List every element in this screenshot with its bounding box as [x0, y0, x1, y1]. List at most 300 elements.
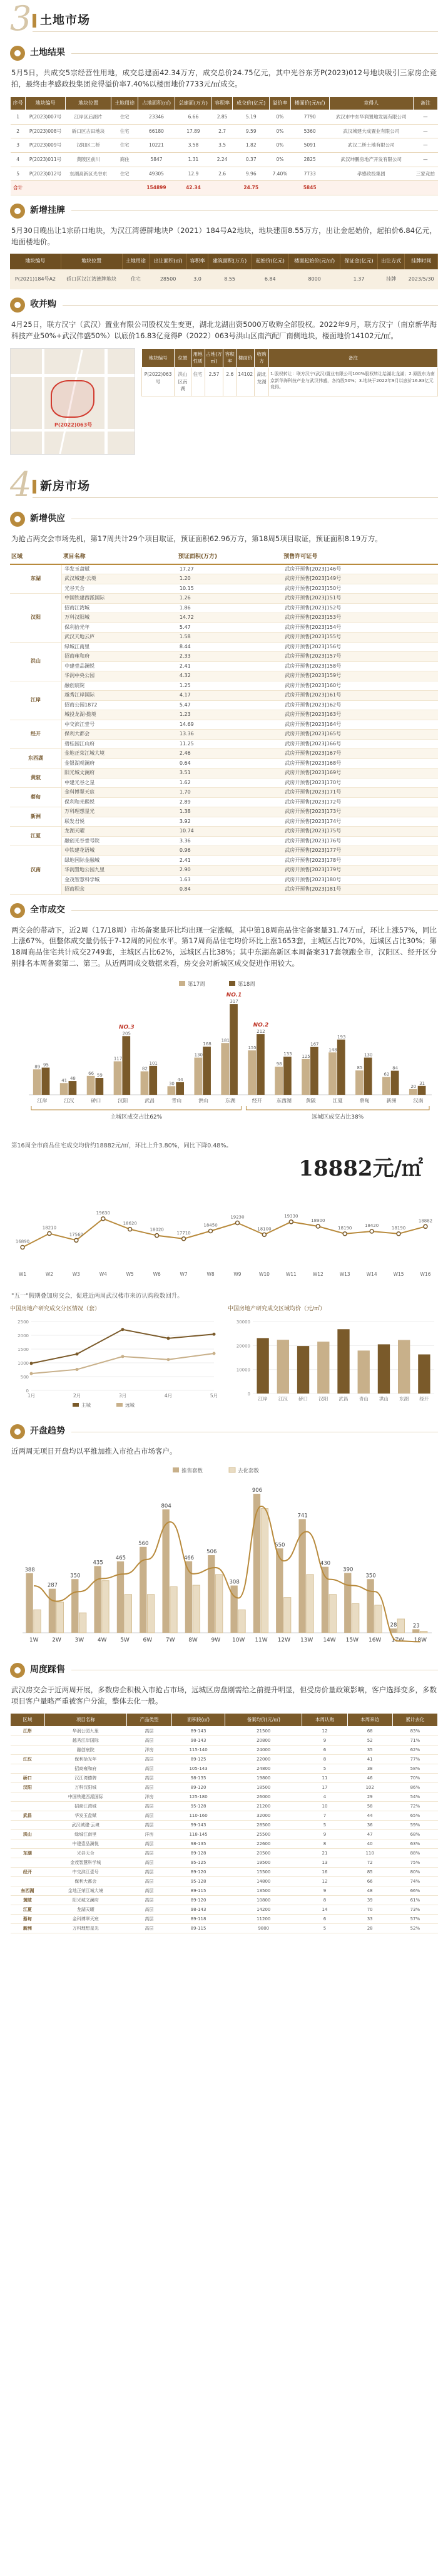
group-bracket — [246, 1106, 429, 1110]
table-row — [10, 642, 438, 652]
table-cell: 10.15 — [177, 584, 282, 594]
table-cell: 52 — [347, 1736, 392, 1746]
table-cell: 0% — [270, 110, 290, 125]
district-cell: 江汉 — [11, 1755, 45, 1764]
table-cell: 高层 — [126, 1821, 171, 1830]
table-cell: 66 — [347, 1877, 392, 1886]
table-row — [11, 1774, 438, 1783]
table-cell: 5360 — [290, 124, 329, 138]
column-header: 土地用途 — [122, 254, 149, 269]
table-cell: 28500 — [150, 269, 187, 289]
table-cell: 中建壹品澜悦 — [44, 1839, 126, 1849]
table-cell — [413, 181, 437, 195]
table-row — [10, 768, 438, 778]
column-header: 地块编号 — [10, 254, 61, 269]
table-cell: 8 — [302, 1839, 347, 1849]
table-row — [11, 1764, 438, 1774]
table-cell: 武房开预售[2023]158号 — [282, 661, 438, 671]
table-cell: 95-128 — [172, 1877, 225, 1886]
table-cell: 商住 — [111, 152, 138, 167]
column-header: 预售许可证号 — [282, 551, 438, 564]
column-header: 成交价(亿元) — [233, 96, 270, 110]
district-cell — [11, 1736, 45, 1746]
land-result-table-wrap — [10, 96, 438, 195]
left-chart-title: 中国房地产研究成交分区情况（套） — [10, 1306, 101, 1313]
tick-label: W14 — [366, 1271, 377, 1278]
legend-swatch — [116, 1403, 123, 1407]
rank-annotation: NO.1 — [226, 991, 242, 998]
tick-label: 5W — [120, 1637, 130, 1643]
data-label: 98 — [276, 1061, 282, 1067]
table-row — [11, 1727, 438, 1736]
data-label: 560 — [138, 1540, 149, 1547]
data-label: 350 — [70, 1573, 81, 1580]
bar — [230, 1004, 238, 1095]
bar — [95, 1078, 103, 1095]
table-cell: 12.9 — [175, 167, 211, 181]
table-cell: 3 — [11, 138, 26, 153]
table-cell: 1.25 — [177, 681, 282, 691]
tick-label: 新洲 — [386, 1097, 397, 1104]
table-row — [10, 827, 438, 837]
data-label: 804 — [161, 1503, 171, 1509]
table-cell: 高层 — [126, 1774, 171, 1783]
table-row — [10, 730, 438, 740]
bar — [117, 1561, 124, 1633]
data-label: 17560 — [69, 1232, 84, 1238]
district-cell: 蔡甸 — [11, 1915, 45, 1924]
table-row — [11, 167, 438, 181]
section-accent-bar — [33, 14, 36, 28]
column-header: 区域 — [10, 551, 62, 564]
subsection-divider — [63, 305, 438, 306]
data-label: 168 — [203, 1041, 211, 1047]
bar — [352, 1603, 359, 1633]
data-label: 350 — [365, 1573, 376, 1580]
bar — [337, 1040, 345, 1095]
table-cell — [111, 181, 138, 195]
table-cell: 98-143 — [172, 1905, 225, 1915]
table-cell: 6.84 — [252, 269, 289, 289]
table-cell: 16 — [302, 1868, 347, 1877]
table-row — [10, 574, 438, 584]
table-cell: 47 — [347, 1830, 392, 1839]
table-row — [11, 138, 438, 153]
table-cell: 武房开预售[2023]149号 — [282, 574, 438, 584]
table-cell: 湖北龙湖 — [255, 368, 269, 396]
district-cell: 东西湖 — [10, 749, 62, 768]
price-line-chart-svg — [10, 1189, 438, 1283]
acquisition-table-wrap — [141, 348, 438, 455]
supply-table — [10, 551, 438, 895]
table-cell: 高层 — [126, 1886, 171, 1896]
table-row — [10, 661, 438, 671]
district-cell: 江岸 — [11, 1727, 45, 1736]
district-cell: 汉阳 — [10, 594, 62, 643]
table-cell: 硚口区汉江湾德牌地块 — [61, 269, 122, 289]
bar — [248, 1050, 256, 1095]
table-cell: 8000 — [289, 269, 340, 289]
bar — [409, 1089, 417, 1095]
tick-label: 汉阳 — [318, 1395, 328, 1402]
table-cell: 89-118 — [172, 1915, 225, 1924]
section-divider — [33, 31, 438, 32]
bar — [102, 1581, 109, 1633]
table-cell: 3.92 — [177, 817, 282, 827]
dual-chart-row — [10, 1305, 438, 1412]
bar — [412, 1629, 419, 1633]
column-header: 备注 — [413, 96, 437, 110]
tick-label: W13 — [339, 1271, 350, 1278]
tick-label: 青山 — [171, 1097, 182, 1104]
table-cell: 2 — [11, 124, 26, 138]
plot-map — [10, 348, 135, 455]
data-label: 101 — [149, 1060, 158, 1066]
tick-label: 6W — [143, 1637, 153, 1643]
data-label: 167 — [310, 1042, 319, 1047]
table-cell: 13500 — [225, 1886, 302, 1896]
table-cell: 18500 — [225, 1783, 302, 1792]
table-cell: 硚口区古田地块 — [65, 124, 111, 138]
table-cell: 招商公园1872 — [62, 700, 177, 710]
district-cell — [11, 1821, 45, 1830]
table-cell: 89-128 — [172, 1849, 225, 1858]
table-cell: 住宅 — [111, 138, 138, 153]
table-cell: 融创宸院 — [44, 1746, 126, 1755]
tick-label: 13W — [300, 1637, 313, 1643]
trend-paragraph: 近两周无项目开盘均以平推加推入市抢占市场客户。 — [11, 1447, 177, 1456]
table-cell: 10800 — [225, 1896, 302, 1905]
column-header: 楼面价(元/㎡) — [290, 96, 329, 110]
section-accent-bar — [33, 480, 36, 494]
district-cell: 硚口 — [11, 1774, 45, 1783]
bar — [26, 1573, 33, 1633]
data-label: 906 — [252, 1487, 263, 1494]
table-cell: 5 — [302, 1821, 347, 1830]
table-cell: 0.37 — [233, 152, 270, 167]
table-cell: 75% — [392, 1858, 437, 1868]
data-label: 550 — [275, 1542, 285, 1549]
data-point — [76, 1352, 79, 1355]
table-cell: — — [413, 124, 437, 138]
wuyi-note: "五一"假期叠加房交会，促进近两周武汉楼市来访认购段数回升。 — [11, 1293, 183, 1300]
table-row — [10, 778, 438, 788]
table-cell: 高层 — [126, 1755, 171, 1764]
column-header: 面积段(㎡) — [172, 1714, 225, 1727]
table-cell: 洋房 — [126, 1830, 171, 1839]
district-cell: 汉南 — [10, 846, 62, 895]
column-header: 地块位置 — [61, 254, 122, 269]
y-tick-label: 20000 — [236, 1343, 250, 1349]
tick-label: W15 — [393, 1271, 404, 1278]
table-cell: 1.82 — [233, 138, 270, 153]
data-label: 130 — [364, 1052, 373, 1058]
bar — [310, 1047, 318, 1094]
subsection-title: 收并购 — [30, 299, 56, 310]
table-cell: 102 — [347, 1783, 392, 1792]
table-cell: 88% — [392, 1849, 437, 1858]
table-cell: 32000 — [225, 1811, 302, 1821]
trend-header — [10, 1422, 438, 1441]
column-header: 保证金(亿元) — [340, 254, 378, 269]
column-header: 楼面价 — [237, 348, 255, 367]
table-cell: 黄陂区前川 — [65, 152, 111, 167]
table-cell: 洋房 — [126, 1792, 171, 1802]
table-row — [10, 652, 438, 662]
tick-label: 2月 — [73, 1392, 81, 1399]
table-cell: 65% — [392, 1811, 437, 1821]
column-header: 序号 — [11, 96, 26, 110]
data-label: 18620 — [123, 1221, 137, 1226]
data-label: 18900 — [311, 1218, 325, 1224]
bar — [168, 1086, 176, 1095]
data-point — [343, 1232, 347, 1236]
table-cell: 华发玉盘赋 — [44, 1811, 126, 1821]
table-cell: 融创宸院 — [62, 681, 177, 691]
column-header: 用地性质 — [191, 348, 205, 367]
y-tick-label: 2000 — [18, 1333, 29, 1338]
data-label: 89 — [34, 1064, 41, 1070]
column-header: 出让面积(㎡) — [150, 254, 187, 269]
data-label: 18100 — [257, 1226, 272, 1232]
column-header: 容积率 — [211, 96, 232, 110]
table-cell: 武汉市中东华润置地发展有限公司 — [329, 110, 413, 125]
table-cell: 10221 — [138, 138, 175, 153]
table-cell: 89-125 — [172, 1755, 225, 1764]
column-header: 备案均价(元/㎡) — [225, 1714, 302, 1727]
table-cell: 38 — [347, 1764, 392, 1774]
table-cell: 武汉城建大成置业有限公司 — [329, 124, 413, 138]
bullet-icon — [10, 46, 25, 61]
bar — [355, 1070, 364, 1095]
table-cell: 40 — [347, 1839, 392, 1849]
table-cell: 武房开预售[2023]165号 — [282, 730, 438, 740]
tick-label: 经开 — [252, 1097, 262, 1104]
tick-label: 江岸 — [258, 1395, 268, 1402]
bar — [141, 1071, 149, 1094]
table-cell: — — [413, 110, 437, 125]
table-cell: 孝感政投集团 — [329, 167, 413, 181]
bar — [418, 1354, 430, 1393]
subsection-title: 全市成交 — [30, 904, 65, 915]
data-point — [21, 1246, 24, 1249]
column-header: 建筑面积(万方) — [208, 254, 251, 269]
tick-label: 9W — [211, 1637, 221, 1643]
table-cell — [329, 181, 413, 195]
new-listing-paragraph: 5月30日晚出让1宗硚口地块，为汉江湾德牌地块P（2021）184号A2地块，地块建面8.55万方，出让金起始价，起拍价6.84亿元，地面楼地价。 — [11, 225, 437, 246]
bar — [418, 1086, 426, 1095]
district-cell: 汉阳 — [11, 1783, 45, 1792]
table-cell: 高层 — [126, 1877, 171, 1886]
subsection-title: 新增供应 — [30, 513, 65, 524]
table-body — [11, 110, 438, 195]
table-cell: 中建光谷之星 — [62, 778, 177, 788]
table-cell: 保利和光熙悦 — [62, 797, 177, 807]
table-row — [11, 1858, 438, 1868]
right-chart — [228, 1305, 438, 1412]
district-bar-chart — [10, 976, 438, 1135]
table-cell: 武汉坤鹏房地产开发有限公司 — [329, 152, 413, 167]
table-cell — [270, 181, 290, 195]
table-cell: 11 — [302, 1774, 347, 1783]
table-cell: 1.股权转让：联方汉宁(武汉)置业有限公司100%股权转让给湖北龙湖；2.原股东为南京新华海科技产业与武汉伟盛，各持股50%；3.地块于2022年9月以底价16.83亿元竞得。 — [269, 368, 438, 396]
table-cell: 13.36 — [177, 730, 282, 740]
table-cell: 2.33 — [177, 652, 282, 662]
table-cell: 光谷天合 — [44, 1849, 126, 1858]
table-row — [10, 710, 438, 720]
table-cell: 住宅 — [111, 124, 138, 138]
group-label: 远城区成交占比38% — [312, 1114, 364, 1120]
table-cell: 武房开预售[2023]168号 — [282, 758, 438, 768]
district-cell: 东湖 — [11, 1849, 45, 1858]
table-cell: 龙湖天曜 — [62, 827, 177, 837]
table-cell: 高层 — [126, 1915, 171, 1924]
data-label: 308 — [229, 1579, 240, 1586]
table-cell: 7733 — [290, 167, 329, 181]
table-cell: 23346 — [138, 110, 175, 125]
tick-label: 武昌 — [145, 1097, 155, 1104]
table-cell: 86% — [392, 1783, 437, 1792]
table-cell: 9800 — [225, 1924, 302, 1933]
tick-label: W10 — [258, 1271, 270, 1278]
table-header-row — [11, 1714, 438, 1727]
legend-label: 推售套数 — [181, 1467, 203, 1474]
bar — [208, 1555, 215, 1633]
table-cell: 80% — [392, 1868, 437, 1877]
table-cell: 3.0 — [187, 269, 208, 289]
table-cell: 57% — [392, 1915, 437, 1924]
data-label: 317 — [230, 998, 238, 1004]
table-cell: 10.74 — [177, 827, 282, 837]
table-cell: 合计 — [11, 181, 26, 195]
table-row — [11, 1849, 438, 1858]
district-cell: 江夏 — [10, 827, 62, 846]
table-cell: 金科博翠天宸 — [62, 788, 177, 798]
legend-label: 主城 — [81, 1402, 91, 1408]
tick-label: 洪山 — [198, 1097, 209, 1104]
table-cell: 89-115 — [172, 1924, 225, 1933]
tick-label: 12W — [277, 1637, 291, 1643]
column-header: 地块位置 — [65, 96, 111, 110]
table-cell: — — [413, 138, 437, 153]
table-cell: 1.62 — [177, 778, 282, 788]
table-row — [10, 739, 438, 749]
y-tick-label: 0 — [247, 1391, 250, 1397]
table-cell: 7.40% — [270, 167, 290, 181]
bar — [42, 1067, 50, 1094]
table-row — [10, 594, 438, 604]
table-row — [10, 691, 438, 701]
tick-label: 武昌 — [339, 1395, 349, 1402]
table-cell: 5.47 — [177, 700, 282, 710]
table-cell: 2.41 — [177, 856, 282, 866]
tick-label: 汉阳 — [118, 1097, 128, 1104]
table-cell: 5091 — [290, 138, 329, 153]
column-header: 地块编号 — [26, 96, 66, 110]
bar — [391, 1070, 399, 1094]
table-cell: 阳光城文澜府 — [44, 1896, 126, 1905]
subsection-divider — [71, 53, 438, 54]
table-cell: 武房开预售[2023]164号 — [282, 720, 438, 730]
data-label: 390 — [343, 1566, 354, 1573]
table-cell: 68 — [347, 1727, 392, 1736]
table-cell: — — [413, 152, 437, 167]
table-row — [11, 1905, 438, 1915]
table-cell: 73% — [392, 1905, 437, 1915]
table-cell: 49305 — [138, 167, 175, 181]
price-note: 第16周全市商品住宅成交均价约18882元/㎡，环比上升3.80%，同比下降0.48%。 — [11, 1142, 232, 1149]
data-point — [101, 1217, 105, 1221]
data-label: 435 — [93, 1560, 103, 1566]
column-header: 收购方 — [255, 348, 269, 367]
data-point — [155, 1234, 159, 1238]
tick-label: W7 — [180, 1271, 188, 1278]
table-cell: 5.19 — [233, 110, 270, 125]
tick-label: 硚口 — [91, 1097, 101, 1104]
table-cell: 42.34 — [175, 181, 211, 195]
bar — [257, 1034, 265, 1095]
table-row — [11, 110, 438, 125]
table-cell: 0.96 — [177, 846, 282, 856]
data-label: 125 — [302, 1053, 310, 1059]
tick-label: W3 — [72, 1271, 80, 1278]
column-header: 土地用途 — [111, 96, 138, 110]
data-label: 18450 — [203, 1223, 218, 1228]
bar — [329, 1595, 336, 1633]
acquisition-block — [10, 348, 438, 455]
bar — [122, 1036, 130, 1095]
table-cell: 83% — [392, 1727, 437, 1736]
data-label: 19330 — [284, 1214, 298, 1219]
table-cell: 武房开预售[2023]163号 — [282, 710, 438, 720]
tick-label: W1 — [18, 1271, 27, 1278]
big-price — [0, 1152, 423, 1186]
table-cell: 11200 — [225, 1915, 302, 1924]
column-header: 位置 — [175, 348, 191, 367]
bar — [79, 1613, 86, 1633]
table-cell: 武房开预售[2023]167号 — [282, 749, 438, 759]
data-label: 18020 — [150, 1227, 164, 1233]
district-cell — [11, 1802, 45, 1811]
bottom-spacer — [0, 1940, 448, 1958]
data-label: 23 — [412, 1623, 420, 1630]
land-section-header — [0, 0, 448, 38]
table-row — [10, 671, 438, 681]
table-cell: 70 — [347, 1905, 392, 1915]
data-point — [74, 1239, 78, 1243]
table-row — [10, 875, 438, 885]
table-cell: 中国铁建西派国际 — [62, 594, 177, 604]
district-cell: 江岸 — [10, 681, 62, 720]
supply-header — [10, 510, 438, 529]
table-cell: 77% — [392, 1755, 437, 1764]
bar — [277, 1340, 289, 1394]
table-cell: 6.66 — [175, 110, 211, 125]
table-cell: 6 — [302, 1746, 347, 1755]
table-cell: 19800 — [225, 1774, 302, 1783]
tick-label: W5 — [126, 1271, 134, 1278]
table-cell: 武房开预售[2023]179号 — [282, 866, 438, 876]
bar — [317, 1342, 329, 1394]
table-cell: 汉江湾德牌 — [44, 1774, 126, 1783]
tick-label: 4W — [97, 1637, 107, 1643]
table-cell: 7790 — [290, 110, 329, 125]
table-cell: 中建壹品澜悦 — [62, 661, 177, 671]
tick-label: 5月 — [210, 1392, 218, 1399]
table-row — [10, 807, 438, 817]
section-number: 3 — [10, 0, 32, 38]
district-cell — [11, 1839, 45, 1849]
